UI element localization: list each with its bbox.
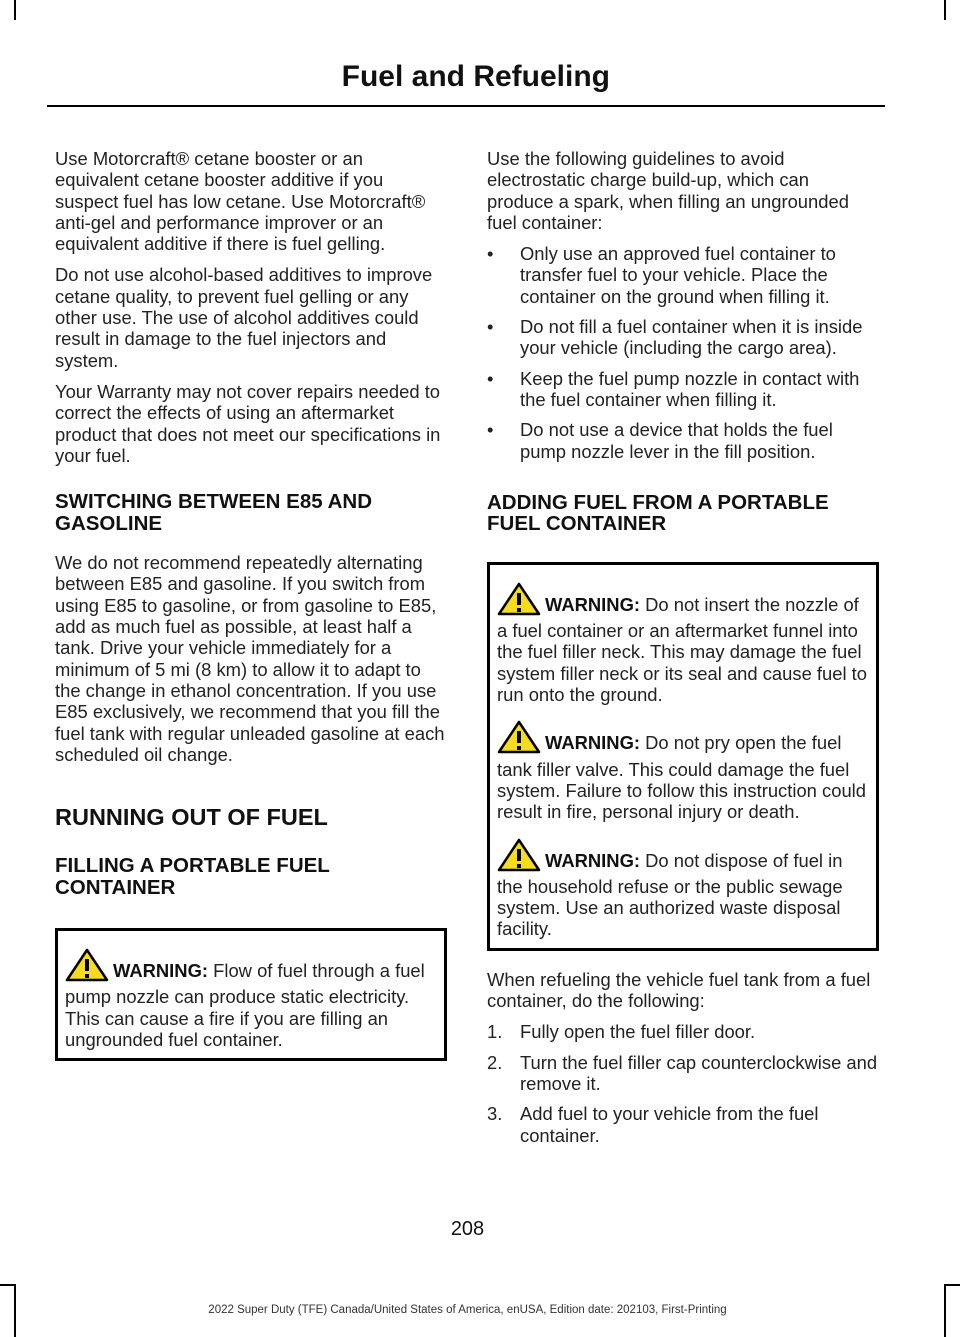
step-number: 2. <box>487 1051 503 1073</box>
step-text: Turn the fuel filler cap counterclockwise and remove it. <box>520 1051 878 1094</box>
page-number: 208 <box>450 1218 485 1240</box>
bullet-marker: • <box>487 243 494 265</box>
crop-mark-bottom-right-h <box>944 1284 960 1286</box>
list-item-text: Only use an approved fuel container to transfer fuel to your vehicle. Place the container on the ground when filling it. <box>520 243 836 307</box>
crop-mark-top-left <box>14 0 16 20</box>
step-text: Add fuel to your vehicle from the fuel container. <box>520 1103 819 1146</box>
warning-text: Flow of fuel through a fuel pump nozzle can produce static electricity. This can cause a fire if you are filling an ungrounded fuel container. <box>65 960 425 1051</box>
switching-text: We do not recommend repeatedly alternating between E85 and gasoline. If you switch from using E85 to gasoline, or from gasoline to E85, add as much fuel as possible, at least half a tank. Drive your vehicle immediately for a minimum of 5 mi (8 km) to allow it to adapt to the change in ethanol concentration. If you use E85 exclusively, we recommend that you fill the fuel tank with regular unleaded gasoline at each scheduled oil change. <box>55 552 445 765</box>
list-item <box>487 243 879 307</box>
list-item <box>487 1052 879 1095</box>
filling-heading: FILLING A PORTABLE FUEL CONTAINER <box>55 854 330 899</box>
warning-text: Do not pry open the fuel tank filler valve. This could damage the fuel system. Failure to follow this instruction could result in fire, personal injury or death. <box>497 732 866 823</box>
page-title: Fuel and Refueling <box>341 60 610 93</box>
header-rule <box>47 105 885 107</box>
left-column <box>55 148 447 1061</box>
warning-text: Do not dispose of fuel in the household refuse or the public sewage system. Use an authorized waste disposal facility. <box>497 849 843 940</box>
warning-text: Do not insert the nozzle of a fuel container or an aftermarket funnel into the fuel filler neck. This may damage the fuel system filler neck or its seal and cause fuel to run onto the ground. <box>497 593 868 706</box>
warning-triangle-icon <box>497 838 541 876</box>
warning-label: WARNING: <box>545 732 641 754</box>
warning-label: WARNING: <box>113 960 209 982</box>
refuel-intro: When refueling the vehicle fuel tank from a fuel container, do the following: <box>487 968 871 1012</box>
intro-paragraph-3: Your Warranty may not cover repairs needed to correct the effects of using an aftermarket product that does not meet our specifications in your fuel. <box>55 380 441 466</box>
warning-box-adding <box>487 562 879 951</box>
bullet-marker: • <box>487 367 494 389</box>
warning-label: WARNING: <box>545 849 641 871</box>
running-out-heading: RUNNING OUT OF FUEL <box>55 804 328 831</box>
warning-nozzle <box>497 582 870 705</box>
list-item <box>487 1103 879 1146</box>
crop-mark-top-right <box>944 0 946 20</box>
refuel-steps <box>487 1021 879 1145</box>
warning-box-filling <box>55 928 447 1061</box>
list-item <box>487 368 879 411</box>
warning-dispose <box>497 838 870 940</box>
warning-triangle-icon <box>497 582 541 620</box>
list-item-text: Do not fill a fuel container when it is inside your vehicle (including the cargo area). <box>520 316 863 359</box>
list-item <box>487 316 879 359</box>
crop-mark-bottom-left-h <box>0 1284 16 1286</box>
adding-heading: ADDING FUEL FROM A PORTABLE FUEL CONTAINER <box>487 490 829 536</box>
list-item-text: Do not use a device that holds the fuel pump nozzle lever in the fill position. <box>520 419 833 462</box>
step-number: 1. <box>487 1021 503 1043</box>
list-item <box>487 419 879 462</box>
guidelines-intro: Use the following guidelines to avoid electrostatic charge build-up, which can produce a spark, when filling an ungrounded fuel container: <box>487 148 849 233</box>
bullet-marker: • <box>487 419 494 441</box>
intro-paragraph-2: Do not use alcohol-based additives to improve cetane quality, to prevent fuel gelling or any other use. The use of alcohol additives could result in damage to the fuel injectors and system. <box>55 264 433 371</box>
step-text: Fully open the fuel filler door. <box>520 1021 756 1043</box>
intro-paragraph-1: Use Motorcraft® cetane booster or an equivalent cetane booster additive if you suspect fuel has low cetane. Use Motorcraft® anti-gel and performance improver or an equivalent additive if there is fuel gelling. <box>55 148 426 255</box>
step-number: 3. <box>487 1103 503 1125</box>
warning-triangle-icon <box>497 720 541 758</box>
crop-mark-bottom-right <box>944 1284 946 1337</box>
list-item <box>487 1021 879 1042</box>
switching-heading: SWITCHING BETWEEN E85 AND GASOLINE <box>55 490 373 535</box>
warning-filling <box>65 948 438 1050</box>
guidelines-list <box>487 243 879 462</box>
warning-valve <box>497 720 870 822</box>
warning-label: WARNING: <box>545 593 641 615</box>
right-column <box>487 148 879 1155</box>
list-item-text: Keep the fuel pump nozzle in contact with the fuel container when filling it. <box>520 367 860 410</box>
bullet-marker: • <box>487 316 494 338</box>
warning-triangle-icon <box>65 948 109 986</box>
footer-edition-info: 2022 Super Duty (TFE) Canada/United States of America, enUSA, Edition date: 202103, First-Printing <box>208 1304 727 1316</box>
